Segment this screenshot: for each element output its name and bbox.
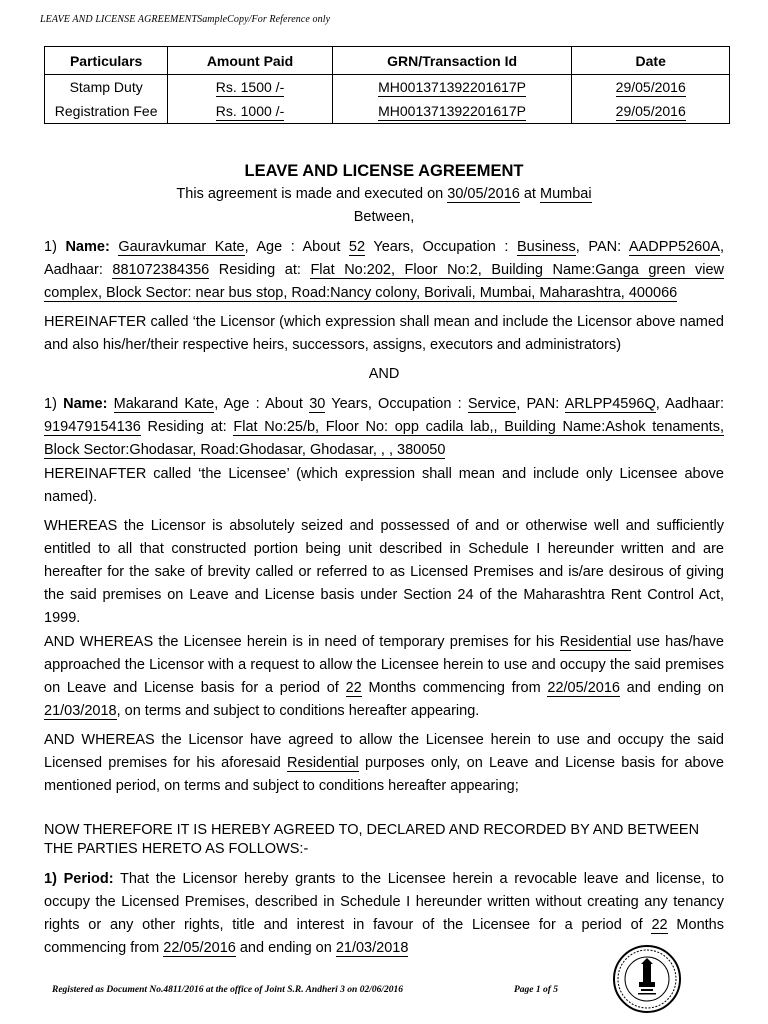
and-separator: AND bbox=[368, 366, 400, 382]
licensor-occupation: Business bbox=[516, 239, 576, 255]
licensor-hereinafter: HEREINAFTER called ‘the Licensor (which expression shall mean and include the Licensor above named and also his/her/their respective heirs, successors, assigns, executors and administrators) bbox=[44, 314, 724, 353]
label-text: , Aadhaar: bbox=[44, 239, 725, 278]
page-number: Page 1 of 5 bbox=[514, 985, 559, 995]
clause-text: That the Licensor hereby grants to the Licensee herein a revocable leave and license, to occupy the Licensed Premises, described in Schedule I hereunder written without creating any tenancy rights or any other rights, title and interest in favour of the Licensee for a period of bbox=[44, 871, 724, 933]
premises-use: Residential bbox=[287, 755, 359, 771]
table-row bbox=[45, 99, 730, 124]
licensor-pan: AADPP5260A bbox=[628, 239, 720, 255]
period-months: 22 bbox=[345, 680, 362, 696]
page-header: LEAVE AND LICENSE AGREEMENTSampleCopy/For Reference only bbox=[40, 14, 331, 25]
end-date: 21/03/2018 bbox=[44, 703, 117, 719]
start-date: 22/05/2016 bbox=[547, 680, 620, 696]
label-text: Residing at: bbox=[209, 262, 311, 278]
clause-text: Months commencing from bbox=[361, 680, 548, 696]
label-text: , Aadhaar: bbox=[655, 396, 725, 412]
intro-text: This agreement is made and executed on bbox=[176, 186, 448, 202]
label-text: Residing at: bbox=[140, 419, 234, 435]
label-text: , Age : About bbox=[214, 396, 310, 412]
table-cell: Registration Fee bbox=[45, 99, 168, 124]
column-header: Particulars bbox=[45, 47, 168, 75]
clause-text: AND WHEREAS the Licensor have agreed to allow the Licensee herein to use and occupy the said Licensed premises for his aforesaid bbox=[44, 732, 724, 771]
intro-text: at bbox=[519, 186, 540, 202]
end-date: 21/03/2018 bbox=[335, 940, 409, 956]
licensor-age: 52 bbox=[348, 239, 366, 255]
table-cell bbox=[572, 99, 730, 124]
date-value: 29/05/2016 bbox=[615, 79, 686, 95]
amount-value: Rs. 1000 /- bbox=[215, 103, 285, 119]
licensee-details bbox=[44, 393, 724, 462]
party-number: 1) bbox=[44, 396, 64, 412]
clause-text: use has/have approached the Licensor with a request to allow the Licensee herein to use and occupy the said premises on Leave and License basis for a period of bbox=[44, 634, 724, 696]
column-header: Amount Paid bbox=[168, 47, 332, 75]
name-label: Name: bbox=[63, 396, 108, 412]
label-text: , Age : About bbox=[244, 239, 349, 255]
licensor-address: Flat No:202, Floor No:2, Building Name:Ganga green view complex, Block Sector: near bus stop, Road:Nancy colony, Borivali, Mumbai, Maharashtra, 400066 bbox=[44, 262, 724, 301]
licensor-aadhaar: 881072384356 bbox=[112, 262, 210, 278]
label-text: , PAN: bbox=[575, 239, 629, 255]
column-header: Date bbox=[572, 47, 730, 75]
clause-label: 1) Period: bbox=[44, 871, 114, 887]
clause-text: and ending on bbox=[235, 940, 336, 956]
grn-value: MH001371392201617P bbox=[378, 103, 527, 119]
licensee-address: Flat No:25/b, Floor No: opp cadila lab,, Building Name:Ashok tenaments, Block Sector:Ghodasar, Road:Ghodasar, Ghodasar, , , 380050 bbox=[44, 419, 724, 458]
licensee-name: Makarand Kate bbox=[113, 396, 215, 412]
table-cell bbox=[168, 99, 332, 124]
table-cell: Stamp Duty bbox=[45, 75, 168, 100]
label-text: , PAN: bbox=[516, 396, 565, 412]
table-row bbox=[45, 75, 730, 100]
execution-place: Mumbai bbox=[539, 186, 592, 202]
licensee-hereinafter: HEREINAFTER called ‘the Licensee’ (which expression shall mean and include only Licensee above named). bbox=[44, 466, 724, 505]
registration-note: Registered as Document No.4811/2016 at the office of Joint S.R. Andheri 3 on 02/06/2016 bbox=[52, 985, 403, 995]
licensee-age: 30 bbox=[309, 396, 326, 412]
clause-text: , on terms and subject to conditions hereafter appearing. bbox=[116, 703, 480, 719]
table-cell bbox=[572, 75, 730, 100]
licensee-occupation: Service bbox=[467, 396, 517, 412]
government-seal-icon bbox=[612, 944, 682, 1014]
clause-text: AND WHEREAS the Licensee herein is in need of temporary premises for his bbox=[44, 634, 560, 650]
table-header-row bbox=[45, 47, 730, 75]
clause-text: and ending on bbox=[619, 680, 724, 696]
premises-use: Residential bbox=[559, 634, 632, 650]
column-header: GRN/Transaction Id bbox=[332, 47, 572, 75]
clause-text: purposes only, on Leave and License basis for above mentioned period, on terms and subject to conditions hereafter appearing; bbox=[44, 755, 724, 794]
now-therefore-clause: NOW THEREFORE IT IS HEREBY AGREED TO, DECLARED AND RECORDED BY AND BETWEEN THE PARTIES HERETO AS FOLLOWS:- bbox=[44, 822, 700, 857]
document-title: LEAVE AND LICENSE AGREEMENT bbox=[244, 162, 524, 180]
intro-line bbox=[0, 186, 768, 202]
period-months: 22 bbox=[651, 917, 668, 933]
between-text: Between, bbox=[353, 209, 415, 225]
licensee-pan: ARLPP4596Q bbox=[564, 396, 656, 412]
whereas-clause-1: WHEREAS the Licensor is absolutely seized and possessed of and or otherwise well and sufficiently entitled to all that constructed portion being unit described in Schedule I hereunder written and are hereafter for the sake of brevity called or referred to as Licensed Premises and is/are desirous of giving the said premises on Leave and License basis under Section 24 of the Maharashtra Rent Control Act, 1999. bbox=[44, 518, 724, 626]
party-number: 1) bbox=[44, 239, 66, 255]
table-cell bbox=[332, 99, 572, 124]
table-cell bbox=[168, 75, 332, 100]
label-text: Years, Occupation : bbox=[325, 396, 468, 412]
execution-date: 30/05/2016 bbox=[447, 186, 520, 202]
name-label: Name: bbox=[65, 239, 110, 255]
fees-table bbox=[44, 46, 730, 124]
clause-text: Months commencing from bbox=[44, 917, 724, 956]
label-text: Years, Occupation : bbox=[365, 239, 517, 255]
date-value: 29/05/2016 bbox=[615, 103, 686, 119]
grn-value: MH001371392201617P bbox=[378, 79, 527, 95]
licensor-name: Gauravkumar Kate bbox=[118, 239, 245, 255]
table-cell bbox=[332, 75, 572, 100]
whereas-clause-3 bbox=[44, 729, 724, 798]
licensee-aadhaar: 919479154136 bbox=[44, 419, 141, 435]
amount-value: Rs. 1500 /- bbox=[215, 79, 285, 95]
licensor-details bbox=[44, 236, 724, 305]
start-date: 22/05/2016 bbox=[163, 940, 236, 956]
whereas-clause-2 bbox=[44, 631, 724, 723]
